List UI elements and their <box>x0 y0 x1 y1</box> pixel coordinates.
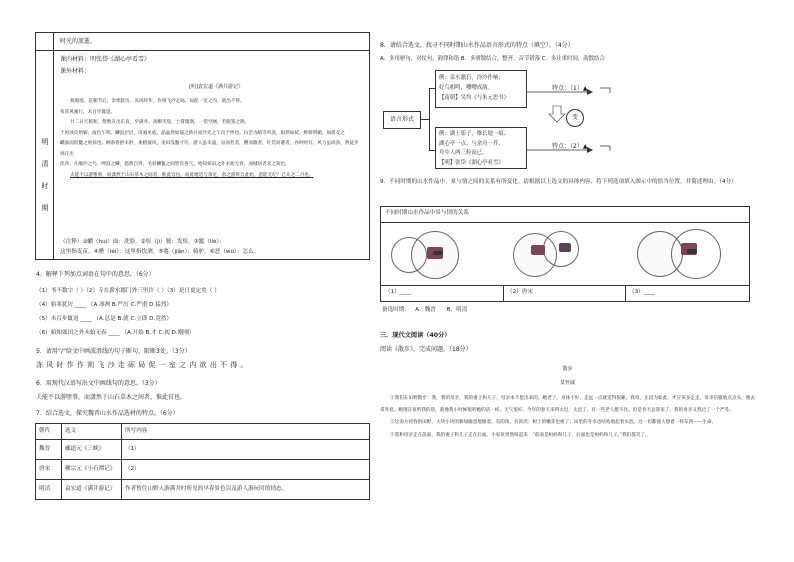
essay-paragraph: ②这南方初春的田野，大块小块的新绿随意地铺着，有的浓，有的淡；树上的嫩芽也密了；田里的冬水也咕咕地起着水泡。这一切都使人想着一样东西——生命。 <box>390 420 717 426</box>
q9-slot-1[interactable]: （1）____ <box>385 289 411 295</box>
question-9: 9．不同时期的山水作品中，景与情之间的关系有所变化。请根据以上选文的具体内容，将下列选项填入图示中的恰当位置，并简述理由。（4分） <box>380 179 737 185</box>
change-label: 变 <box>571 113 578 121</box>
diagram-connector <box>421 119 429 120</box>
essay-body <box>380 393 755 442</box>
example-line: 【南朝】吴均《与朱元思书》 <box>439 95 510 101</box>
q4-items <box>36 284 220 340</box>
q7-cell: 柳宗元《小石潭记》 <box>62 460 122 480</box>
q7-cell: 魏晋 <box>36 440 62 460</box>
q9-col-divider <box>625 285 626 301</box>
diagram-center-label: 语言形式 <box>389 115 414 123</box>
reading-intro: 阅读《散步》，完成问题。（18分） <box>380 346 472 353</box>
q7-answer-cell[interactable]: （1） <box>122 440 370 460</box>
diagram-center-box <box>383 111 421 129</box>
q9-diagram-box <box>380 206 750 302</box>
landscape-image <box>531 245 545 255</box>
era-label <box>40 131 50 219</box>
q6-sentence: 夫能不以游堕事，而潇然于山石草木之间者，惟此官也。 <box>36 394 187 401</box>
example-line: 舟中人两三粒而已。 <box>439 150 488 156</box>
passage-title: [明]袁宏道《满井游记》 <box>189 84 243 90</box>
essay-paragraph: ③我和母亲走在前面，我的妻子和儿子走在后面。小家伙突然叫起来：“前面是妈妈和儿子，后面也是妈妈和儿子。”我们都笑了。 <box>390 432 650 438</box>
q7-header: 所写内容 <box>122 424 370 440</box>
q7-cell: 唐宋 <box>36 460 62 480</box>
passage-body <box>60 97 360 181</box>
notes-line-1: （注释）①靧（huì）面：洗脸。②髻（jì）鬟：发髻。③鬣（liè）： <box>60 239 225 245</box>
row1-text: 时光的流逝。 <box>60 38 97 45</box>
diagram-top-example <box>435 70 527 108</box>
question-7: 7．结合选文，探究魏晋山水作品选材的特点。（6分） <box>36 410 179 417</box>
q9-col-divider <box>503 285 504 301</box>
q9-slot-2: （2）唐宋 <box>507 289 533 295</box>
q7-cell: 郦道元《三峡》 <box>62 440 122 460</box>
diagram-bottom-example <box>435 127 527 169</box>
q9-slot-3[interactable]: （3）____ <box>629 289 655 295</box>
scene-circle-1b <box>391 237 427 273</box>
reading-title: 课内材料：明张岱《湖心亭看雪》 <box>60 56 151 63</box>
side-divider <box>53 33 54 259</box>
section-3-heading: 三．现代文阅读（40分） <box>380 332 451 339</box>
example-line: 例：湖上影子，惟长堤一痕、 <box>439 131 510 137</box>
q4-item: （4）始寒犹厉 ____ （A.凛冽 B.严厉 C.严重 D.猛烈） <box>36 302 173 308</box>
landscape-image <box>687 249 697 254</box>
example-line: 【明】张岱《湖心亭看雪》 <box>439 159 504 166</box>
q7-answer-cell[interactable]: （2） <box>122 460 370 480</box>
q9-options: 备选时期： A．魏晋 B．明清 <box>382 307 468 313</box>
era-char: 清 <box>41 160 49 168</box>
q7-table <box>35 423 370 500</box>
notes-line-2: 这里指麦苗。④罍（léi）：这里指饮酒。⑤蹇（jiǎn）：骑驴。⑥恶（wū）：怎么。 <box>60 249 260 255</box>
q9-label-divider <box>381 285 749 286</box>
q7-cell: 袁宏道《满井游记》 <box>62 480 122 500</box>
passage-line: 于时冰皮始解，波色乍明，鳞浪层层，清澈见底，晶晶然如镜之新开而冷光之乍出于匣也。山峦为晴雪所洗，娟然如拭，鲜妍明媚，如倩女之 <box>60 130 345 136</box>
era-char: 期 <box>41 204 49 212</box>
bottom-feature[interactable]: 特点：（2）▲ <box>552 143 588 150</box>
q4-item: （6）始知郊田之外未始无春 ____ （A.开始 B.才 C.初 D.刚刚） <box>36 330 195 336</box>
left-material-box <box>35 32 370 260</box>
question-5: 5．请用“/”给文中画波浪线的句子断句，限断3处。（3分） <box>36 348 191 355</box>
reading-sub: 课外材料： <box>60 68 91 75</box>
passage-line: 燕地寒，花朝节后，余寒犹厉。冻风时作，作则飞沙走砾。局促一室之内，欲出不得。 <box>70 99 245 104</box>
diagram-connector <box>429 88 430 150</box>
landscape-image <box>433 251 443 255</box>
q9-title-divider <box>381 222 749 223</box>
era-char: 明 <box>41 138 49 146</box>
passage-line: 夫能不以游堕事，而潇然于山石草木之间者，惟此官也。而此地适与余近，余之游将自此始，恶能无纪？己亥之二月也。 <box>70 172 314 178</box>
example-line: 例：泉水激石，泠泠作响； <box>439 75 504 81</box>
top-feature[interactable]: 特点：（1）▲ <box>552 85 588 92</box>
passage-line: 廿二日天稍和，偕数友出东直，至满井。高柳夹堤，土膏微润，一望空阔，若脱笼之鹄。 <box>70 120 250 125</box>
change-badge <box>566 109 584 127</box>
q7-header: 选文 <box>62 424 122 440</box>
q4-item: （5）未百步辄返 ____ （A.总是 B.就 C.立即 D.竟然） <box>36 316 173 322</box>
essay-author: 莫怀戚 <box>559 380 575 386</box>
q4-item: （1）书不数字（ ）（2）寺在薪水郡门外三里许（ ）（3）是日更定矣（ ） <box>36 288 220 294</box>
passage-line: 浃背。凡曝沙之鸟，呷浪之鳞，悠然自得，毛羽鳞鬣之间皆有喜气。始知郊田之外未始无春，而城居者未之知也。 <box>60 162 290 167</box>
landscape-image <box>559 243 571 252</box>
question-8: 8．请结合选文，找寻不同时期山水作品语言形式的特点（填空）。（4分） <box>380 42 574 49</box>
essay-paragraph: ①我们在田野散步：我，我的母亲，我的妻子和儿子。母亲本不愿出来的。她老了，身体不好，走远一点就觉得很累。我说，正因为如此，才应该多走走。母亲信服地点点头，便去拿外套。她现在很听我的话，就像我小时候很听她的话一样。天气很好。今年的春天来得太迟，太迟了，有一些老人挺不住。但是春天总算来了。我的母亲又熬过了一个严冬。 <box>380 396 755 414</box>
q9-box-title: 不同时期山水作品中景与情的关系 <box>385 210 469 216</box>
q7-cell: 明清 <box>36 480 62 500</box>
q8-options: A．多用骈句、对仗句，韵律和谐 B．多骈散结合，整齐、音节错落 C．多注重时间，韵散结合 <box>380 56 605 62</box>
question-4: 4．解释下列加点词语在句中的意思。（6分） <box>36 271 155 278</box>
q7-header: 朝代 <box>36 424 62 440</box>
question-6: 6．用现代汉语写出文中画线句的意思。（3分） <box>36 380 161 387</box>
example-line: 湖心亭一点、与余舟一芥、 <box>439 140 504 147</box>
essay-title: 散步 <box>562 366 573 372</box>
passage-line: 每冒风驰行，未百步辄返。 <box>60 109 116 115</box>
q5-sentence: 冻 风 时 作 作 则 飞 沙 走 砾 局 促 一 室 之 内 欲 出 不 得 。 <box>36 361 249 369</box>
example-line: 好鸟相鸣，嘤嘤成韵。 <box>439 85 493 91</box>
passage-line: 靧面而髻鬟之始掠也。柳条将舒未舒，柔梢披风，麦田浅鬣寸许。游人虽未盛，泉而茗者，罍而歌者，红装而蹇者，亦时时有。风力虽尚劲，然徒步则汗出 <box>60 141 359 157</box>
era-char: 时 <box>41 182 49 190</box>
q7-cell: 作者暂住山野人游满井时所见的早春景色以及游人游玩时的情态。 <box>122 480 370 500</box>
feature-brackets <box>600 84 616 156</box>
row1-divider <box>36 50 369 51</box>
